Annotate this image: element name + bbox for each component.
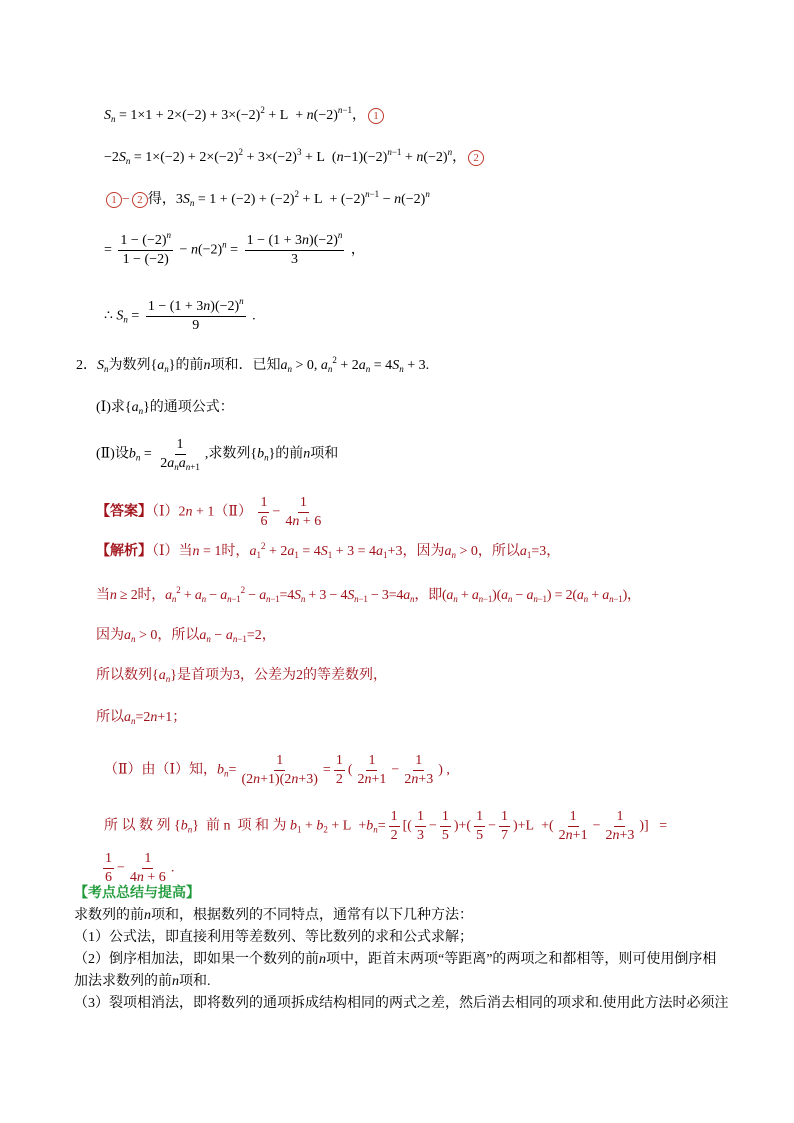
problem-2-stem: 2．$S_n$为数列$\{a_n\}$的前n项和．已知$a_n > 0$, $a_n^2 + 2a_n = 4S_n + 3$. [76,355,430,374]
analysis-line-3: 因为$a_n > 0$，所以$a_n - a_{n-1}=2$， [96,628,276,644]
analysis-label: 【解析】 [96,544,152,559]
derivation-result: ∴ $S_n$ = $\frac{1 - (1 + 3n)(-2)^n}{9}$ . [104,296,256,333]
analysis-line-8: $\frac{1}{6}$ − $\frac{1}{4n + 6}$ . [105,851,175,885]
summary-item-2-line-b: 加法求数列的前n项和. [74,974,211,989]
analysis-line-2: 当n ≥ 2时，$a_n^2 + a_n - a_{n-1}^2 - a_{n-1}=4S_n + 3 - 4S_{n-1} - 3=4a_n$，即$(a_n + a_{n-1})(a_n - a_{n-1}) = 2(a_n + a_{n-1})$， [96,585,641,604]
derivation-line-1: $S_n = 1\times 1 + 2\times(-2) + 3\times(-2)^2 + L + n(-2)^{n-1}$， 1 [104,106,384,126]
summary-item-1: （1）公式法，即直接利用等差数列、等比数列的求和公式求解； [74,930,473,945]
problem-2-part-1: (Ⅰ)求$\{a_n\}$的通项公式： [96,400,234,416]
analysis-line-1: 【解析】（Ⅰ）当n = 1时，$a_1^2 + 2a_1 = 4S_1 + 3 = 4a_1+3$，因为$a_n > 0$，所以$a_1=3$， [96,541,561,560]
derivation-line-3: 1 − 2 得，$3S_n = 1 + (-2) + (-2)^2 + L + (-2)^{n-1} - n(-2)^n$ [104,190,430,210]
summary-heading: 【考点总结与提高】 [74,886,200,901]
answer-label: 【答案】 [96,504,152,520]
analysis-line-5: 所以$a_n=2n+1$； [96,710,187,726]
summary-intro: 求数列的前n项和，根据数列的不同特点，通常有以下几种方法： [74,908,473,923]
analysis-line-4: 所以数列$\{a_n\}$是首项为3，公差为2的等差数列， [96,668,387,684]
answer-line: 【答案】（Ⅰ）2n + 1（Ⅱ） $\frac{1}{6}$ − $\frac{1}{4n + 6}$ [96,495,322,529]
summary-item-2-line-a: （2）倒序相加法，即如果一个数列的前n项中，距首末两项“等距离”的两项之和都相等，则可使用倒序相 [74,952,717,967]
analysis-line-6: （Ⅱ）由（Ⅰ）知，$b_n=$ $\frac{1}{(2n+1)(2n+3)}$ = $\frac{1}{2}$ ( $\frac{1}{2n+1}$ − $\frac{1}{2n+3}$ ) , [104,753,450,787]
circle-two-marker: 2 [468,150,484,166]
problem-2-part-2: (Ⅱ)设$b_n$ = $\frac{1}{2a_na_{n+1}}$ ,求数列$\{b_n\}$的前n项和 [96,437,339,472]
derivation-line-2: $-2S_n = 1\times(-2) + 2\times(-2)^2 + 3\times(-2)^3 + L$ $(n-1)(-2)^{n-1} + n(-2)^n$， 2 [104,148,484,168]
summary-item-3: （3）裂项相消法，即将数列的通项拆成结构相同的两式之差，然后消去相同的项求和.使用此方法时必须注 [74,996,729,1011]
circle-one-marker: 1 [368,108,384,124]
derivation-line-4: = $\frac{1 - (-2)^n}{1 - (-2)}$ − $n(-2)^n$ = $\frac{1 - (1 + 3n)(-2)^n}{3}$ ， [104,230,365,267]
analysis-line-7: 所 以 数 列 $\{b_n\}$ 前 n 项 和 为 $b_1 + b_2 + L +b_n=$ $\frac{1}{2}$ [( $\frac{1}{3}$ − $\frac{1}{5}$ )+( $\frac{1}{5}$ − $\frac{1}{7}$ )+L +( $\frac{1}{2n+1}$ − $\frac{1}{2n+3}$ )] = [104,809,668,843]
